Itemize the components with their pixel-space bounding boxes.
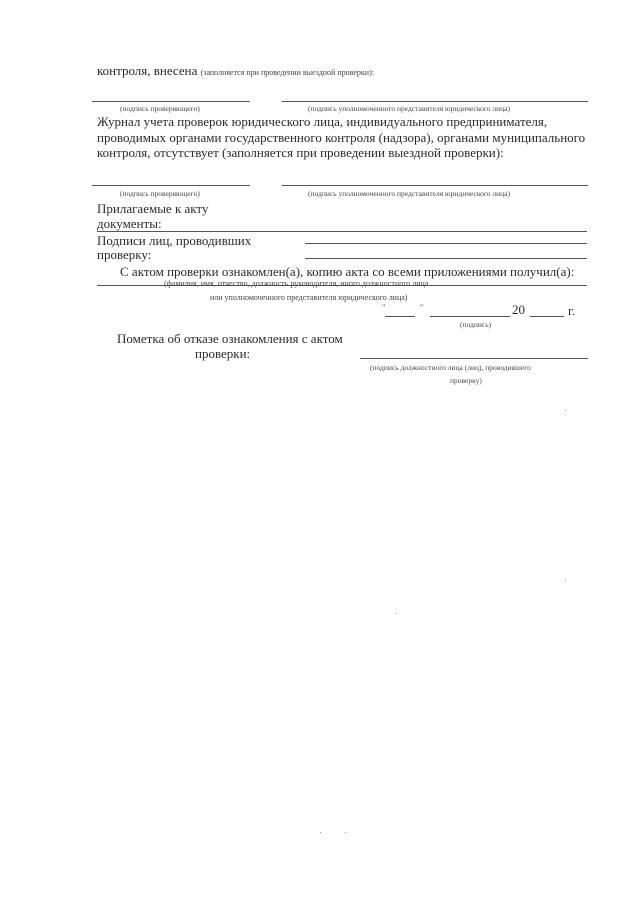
refusal-signature-line: [360, 358, 588, 359]
attached-docs-line: [97, 231, 587, 232]
representative-signature-label-1: (подпись уполномоченного представителя юридического лица): [308, 104, 510, 113]
attached-docs-label-1: Прилагаемые к акту: [97, 201, 209, 216]
acquainted-signature-label: (подпись): [460, 320, 492, 329]
date-quote-open: ": [382, 303, 386, 312]
date-year-line: [530, 316, 564, 317]
date-quote-close: ": [420, 303, 424, 312]
date-day-line: [385, 316, 415, 317]
inspectors-signatures-label-2: проверку:: [97, 247, 152, 262]
scan-speck: [320, 832, 321, 833]
acquainted-text: С актом проверки ознакомлен(а), копию акта со всеми приложениями получил(а):: [120, 264, 575, 279]
journal-line-2: проводимых органами государственного контроля (надзора), органами муниципального: [97, 130, 586, 145]
inspectors-signatures-label-1: Подписи лиц, проводивших: [97, 233, 252, 248]
control-entry-note: (заполняется при проведении выездной проверки):: [200, 68, 374, 77]
inspector-signature-label-2: (подпись проверяющего): [120, 189, 200, 198]
refusal-label-2: проверки:: [195, 346, 251, 361]
date-year-prefix: 20: [512, 302, 525, 317]
date-month-line: [430, 316, 510, 317]
inspector-signature-label-1: (подпись проверяющего): [120, 104, 200, 113]
acquainted-caption-2: или уполномоченного представителя юридического лица): [210, 293, 408, 302]
scan-speck: [345, 832, 346, 833]
inspectors-signature-line-b: [305, 258, 587, 259]
representative-signature-label-2: (подпись уполномоченного представителя юридического лица): [308, 189, 510, 198]
representative-signature-line-2: [282, 185, 588, 186]
journal-line-1: Журнал учета проверок юридического лица, индивидуального предпринимателя,: [97, 114, 548, 129]
date-year-suffix: г.: [568, 303, 576, 318]
refusal-signature-label-1: (подпись должностного лица (лиц), проводившего: [370, 363, 531, 372]
inspector-signature-line-2: [92, 185, 250, 186]
acquainted-caption-1: (фамилия, имя, отчество, должность руководителя, иного должностного лица: [164, 279, 429, 288]
scan-speck: [565, 410, 566, 411]
refusal-label-1: Пометка об отказе ознакомления с актом: [117, 331, 343, 346]
refusal-signature-label-2: проверку): [450, 376, 482, 385]
attached-docs-label-2: документы:: [97, 216, 162, 231]
control-entry-text: [97, 64, 374, 77]
control-entry-main: контроля, внесена: [97, 63, 198, 78]
inspector-signature-line-1: [92, 101, 250, 102]
representative-signature-line-1: [282, 101, 588, 102]
scan-speck: [395, 613, 396, 614]
journal-line-3: контроля, отсутствует (заполняется при проведении выездной проверки):: [97, 145, 504, 160]
inspectors-signature-line-a: [305, 243, 587, 244]
scan-speck: [565, 580, 566, 581]
